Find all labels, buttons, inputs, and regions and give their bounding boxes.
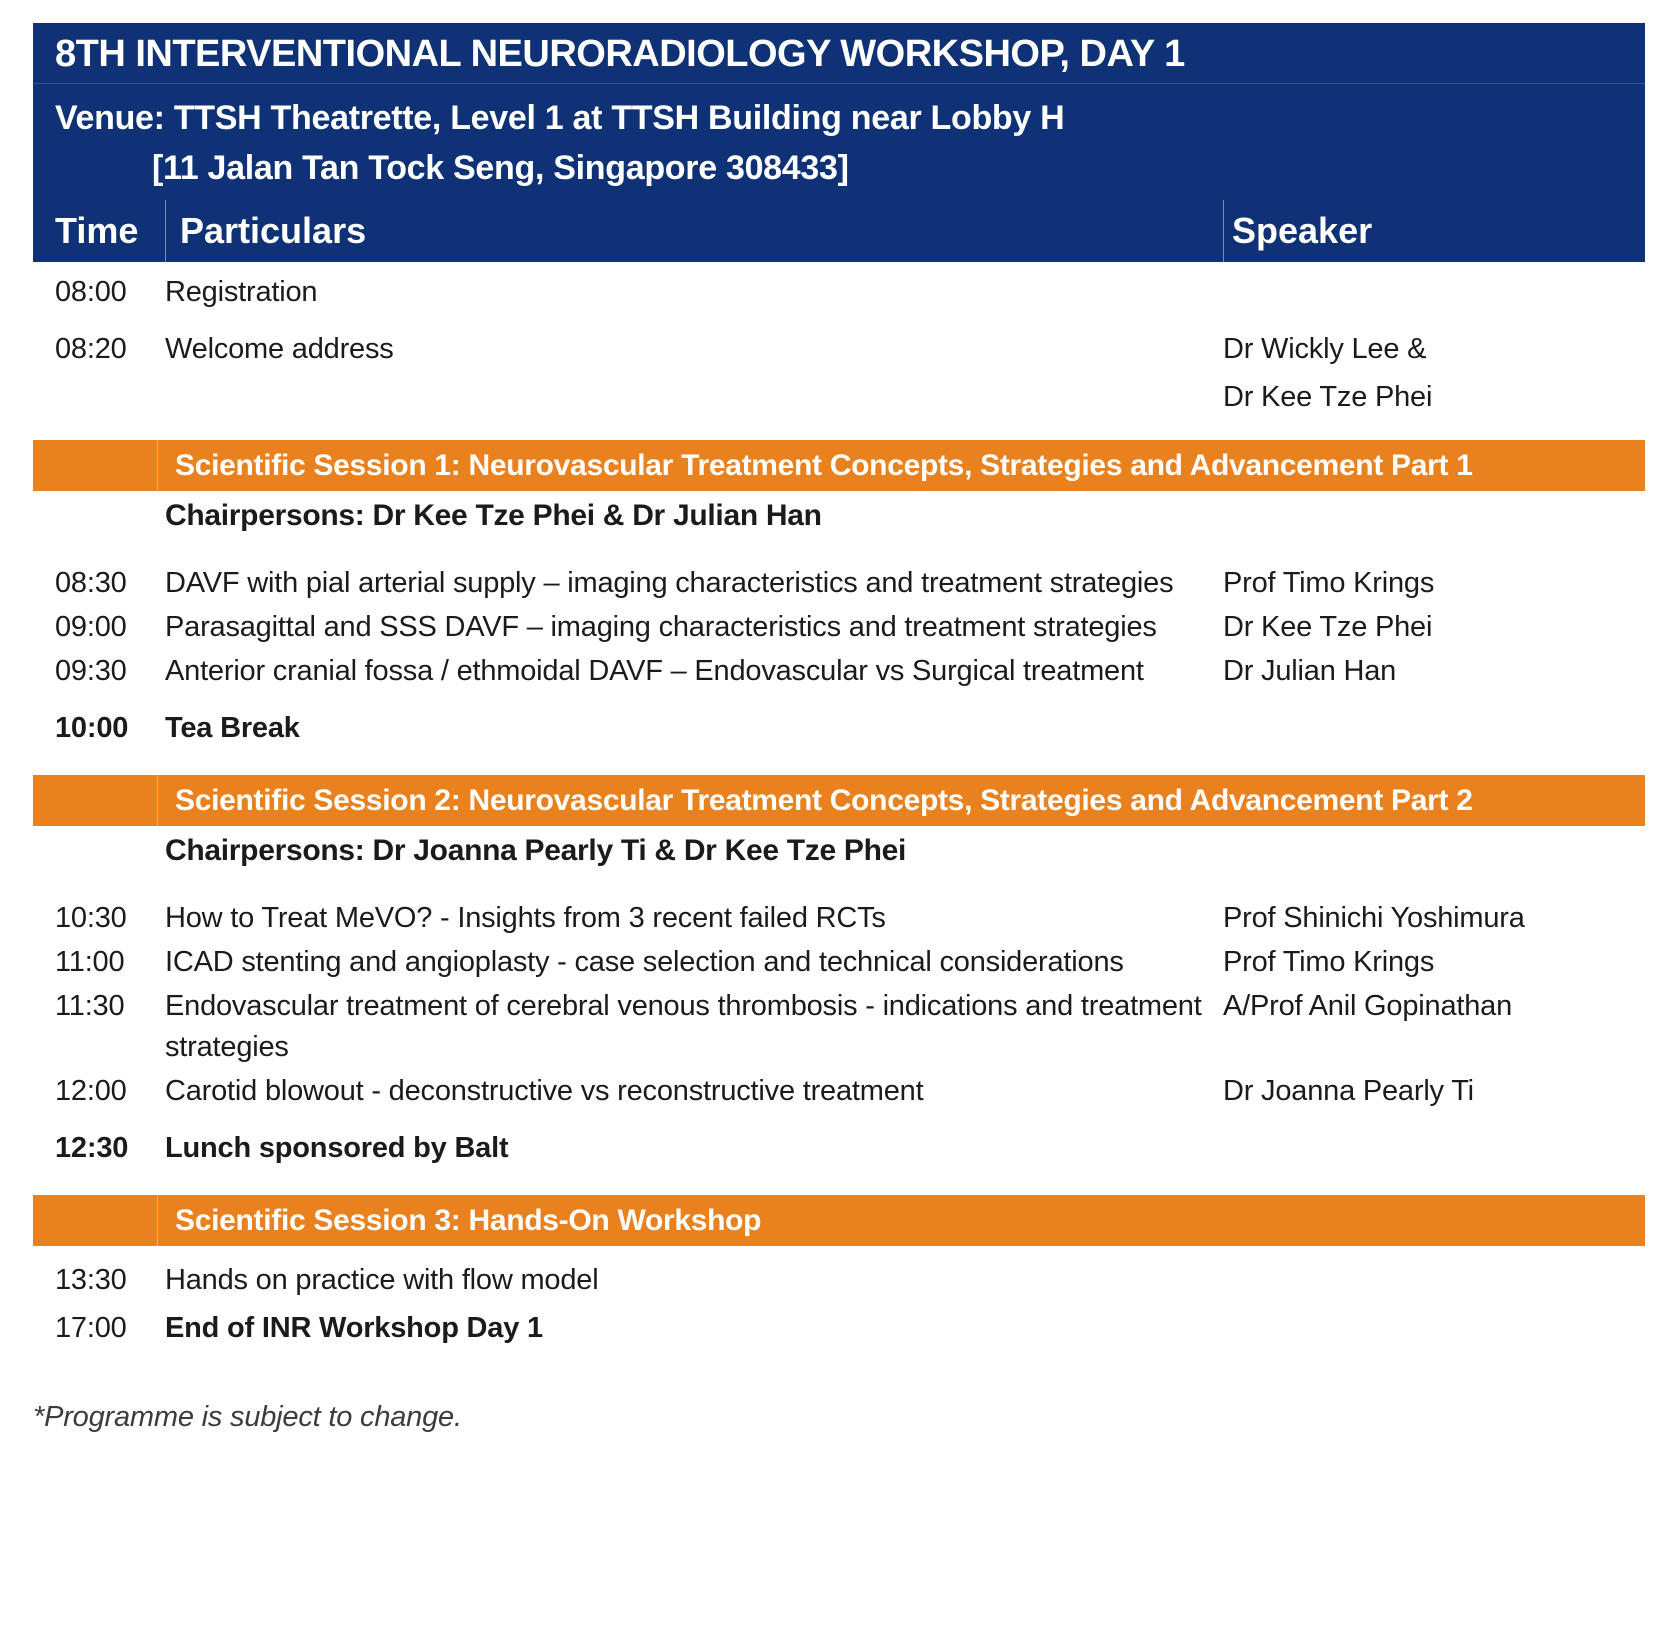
speaker-cell bbox=[1223, 1260, 1645, 1301]
workshop-title: 8TH INTERVENTIONAL NEURORADIOLOGY WORKSHOP, DAY 1 bbox=[33, 23, 1645, 84]
session-banner-2 bbox=[33, 775, 1645, 826]
time-cell: 12:30 bbox=[55, 1132, 129, 1164]
speaker-cell bbox=[1223, 1308, 1645, 1349]
speaker-cell bbox=[1223, 1128, 1645, 1169]
schedule-row bbox=[33, 898, 1645, 939]
programme-document bbox=[33, 23, 1645, 1434]
particulars-cell: How to Treat MeVO? - Insights from 3 recent failed RCTs bbox=[165, 902, 886, 934]
session-title: Scientific Session 2: Neurovascular Treatment Concepts, Strategies and Advancement Part 2 bbox=[175, 783, 1473, 817]
particulars-cell: Anterior cranial fossa / ethmoidal DAVF – Endovascular vs Surgical treatment bbox=[165, 655, 1144, 687]
schedule-row bbox=[33, 651, 1645, 692]
speaker-cell: Dr Kee Tze Phei bbox=[1223, 611, 1433, 643]
session-title: Scientific Session 1: Neurovascular Treatment Concepts, Strategies and Advancement Part 1 bbox=[175, 448, 1473, 482]
schedule-row-welcome bbox=[33, 329, 1645, 418]
speaker-cell bbox=[1223, 272, 1645, 313]
time-cell: 12:00 bbox=[55, 1075, 127, 1107]
particulars-cell: Endovascular treatment of cerebral venous thrombosis - indications and treatment strategies bbox=[165, 990, 1202, 1063]
speaker-cell bbox=[1223, 329, 1645, 418]
schedule-row bbox=[33, 563, 1645, 604]
particulars-cell: Registration bbox=[165, 276, 318, 308]
schedule-row bbox=[33, 1071, 1645, 1112]
time-cell: 08:20 bbox=[55, 333, 127, 365]
venue-block bbox=[33, 84, 1645, 200]
column-header-row bbox=[33, 200, 1645, 262]
particulars-cell: Carotid blowout - deconstructive vs reconstructive treatment bbox=[165, 1075, 924, 1107]
session-title: Scientific Session 3: Hands-On Workshop bbox=[175, 1203, 762, 1237]
header-banner bbox=[33, 23, 1645, 262]
speaker-cell: Prof Timo Krings bbox=[1223, 567, 1435, 599]
particulars-cell: Welcome address bbox=[165, 333, 394, 365]
time-cell: 08:00 bbox=[55, 276, 127, 308]
speaker-cell: A/Prof Anil Gopinathan bbox=[1223, 990, 1513, 1022]
column-header-particulars: Particulars bbox=[165, 200, 1223, 262]
particulars-cell: Lunch sponsored by Balt bbox=[165, 1132, 509, 1164]
particulars-cell: End of INR Workshop Day 1 bbox=[165, 1312, 543, 1344]
session-banner-1 bbox=[33, 440, 1645, 491]
time-cell: 10:30 bbox=[55, 902, 127, 934]
column-header-speaker: Speaker bbox=[1223, 200, 1645, 262]
time-cell: 10:00 bbox=[55, 712, 129, 744]
time-cell: 13:30 bbox=[55, 1264, 127, 1296]
time-cell: 11:30 bbox=[55, 990, 125, 1022]
speaker-line-1: Dr Wickly Lee & bbox=[1223, 333, 1427, 365]
time-cell: 17:00 bbox=[55, 1312, 127, 1344]
schedule-row bbox=[33, 1260, 1645, 1301]
schedule-row-lunch bbox=[33, 1128, 1645, 1169]
chairpersons-line-2: Chairpersons: Dr Joanna Pearly Ti & Dr Kee Tze Phei bbox=[165, 834, 907, 867]
time-cell: 11:00 bbox=[55, 946, 125, 978]
session-banner-3 bbox=[33, 1195, 1645, 1246]
time-cell: 09:30 bbox=[55, 655, 127, 687]
speaker-cell: Prof Timo Krings bbox=[1223, 946, 1435, 978]
schedule-row bbox=[33, 942, 1645, 983]
venue-line-1: Venue: TTSH Theatrette, Level 1 at TTSH Building near Lobby H bbox=[55, 99, 1065, 137]
speaker-cell: Prof Shinichi Yoshimura bbox=[1223, 902, 1525, 934]
venue-line-2: [11 Jalan Tan Tock Seng, Singapore 308433] bbox=[152, 149, 849, 187]
speaker-line-2: Dr Kee Tze Phei bbox=[1223, 381, 1433, 413]
speaker-cell: Dr Joanna Pearly Ti bbox=[1223, 1075, 1474, 1107]
speaker-cell: Dr Julian Han bbox=[1223, 655, 1397, 687]
time-cell: 09:00 bbox=[55, 611, 127, 643]
schedule-row bbox=[33, 986, 1645, 1068]
schedule-row-tea-break bbox=[33, 708, 1645, 749]
particulars-cell: ICAD stenting and angioplasty - case selection and technical considerations bbox=[165, 946, 1124, 978]
time-cell: 08:30 bbox=[55, 567, 127, 599]
schedule-row-end bbox=[33, 1308, 1645, 1349]
particulars-cell: Hands on practice with flow model bbox=[165, 1264, 599, 1296]
column-header-time: Time bbox=[55, 210, 139, 251]
speaker-cell bbox=[1223, 708, 1645, 749]
schedule-row-registration bbox=[33, 272, 1645, 313]
footnote: *Programme is subject to change. bbox=[33, 1401, 462, 1433]
chairpersons-line-1: Chairpersons: Dr Kee Tze Phei & Dr Julian Han bbox=[165, 499, 822, 532]
particulars-cell: DAVF with pial arterial supply – imaging characteristics and treatment strategies bbox=[165, 567, 1174, 599]
particulars-cell: Parasagittal and SSS DAVF – imaging characteristics and treatment strategies bbox=[165, 611, 1157, 643]
schedule-row bbox=[33, 607, 1645, 648]
particulars-cell: Tea Break bbox=[165, 712, 300, 744]
